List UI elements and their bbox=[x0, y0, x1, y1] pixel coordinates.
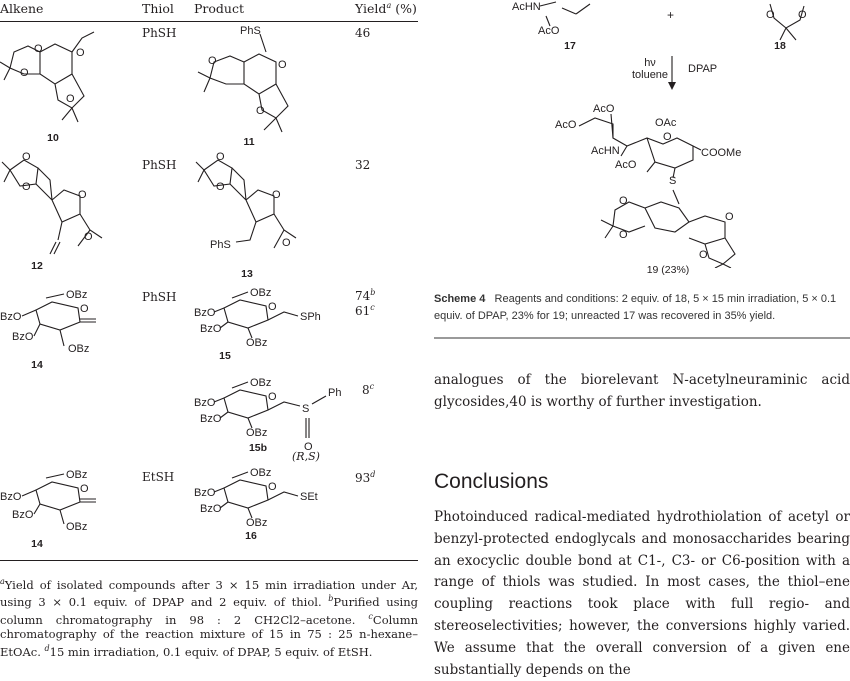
thiol-cell: PhSH bbox=[142, 290, 177, 304]
yield-cell: 93$^d$ bbox=[355, 470, 376, 485]
thiol-cell: EtSH bbox=[142, 470, 175, 484]
achn-group: AcHN bbox=[591, 145, 620, 157]
plus-sign: + bbox=[667, 8, 675, 22]
o-atom: O bbox=[278, 59, 287, 71]
coome-group: COOMe bbox=[701, 147, 742, 159]
header-yield: Yield$^a$ (%) bbox=[355, 1, 417, 17]
header-alkene: Alkene bbox=[0, 1, 44, 16]
compound-label: 17 bbox=[564, 40, 576, 52]
reaction-arrow bbox=[664, 56, 680, 92]
obz-group: OBz bbox=[246, 517, 268, 528]
obz-group: OBz bbox=[246, 337, 268, 348]
compound-label: 14 bbox=[31, 359, 43, 371]
bzo-group: BzO bbox=[200, 323, 222, 335]
o-atom: O bbox=[78, 189, 87, 201]
product-11-structure bbox=[194, 22, 304, 137]
aco-group: AcO bbox=[593, 103, 615, 115]
header-thiol: Thiol bbox=[142, 1, 174, 16]
compound-label-19: 19 (23%) bbox=[646, 264, 690, 276]
bzo-group: BzO bbox=[194, 487, 216, 499]
obz-group: OBz bbox=[246, 427, 268, 439]
obz-group: OBz bbox=[66, 469, 88, 481]
o-atom: O bbox=[216, 151, 225, 163]
o-atom: O bbox=[268, 481, 277, 493]
o-atom: O bbox=[84, 231, 93, 243]
o-atom: O bbox=[76, 47, 85, 59]
product-13-structure bbox=[194, 150, 309, 268]
o-atom: O bbox=[208, 55, 217, 67]
o-atom: O bbox=[619, 195, 628, 207]
phs-group: PhS bbox=[240, 25, 261, 37]
thiol-cell: PhSH bbox=[142, 158, 177, 172]
o-atom: O bbox=[282, 237, 291, 249]
table-footnote: $^a$Yield of isolated compounds after 3 × 15 min irradiation under Ar, using 3 × 0.1 equiv. of DPAP and 2 equiv. of thiol. $^b$Purified using column chromatography in 98 : 2 CH2Cl2–acetone. $^c$Column chromatography of the reaction mixture of 15 in 75 : 25 n-hexane–EtOAc. $^d$15 min irradiation, 0.1 equiv. of DPAP, 5 equiv. of EtSH. bbox=[0, 577, 419, 659]
bzo-group: BzO bbox=[194, 397, 216, 409]
compound-label: 18 bbox=[774, 40, 786, 52]
s-atom: S bbox=[669, 175, 677, 187]
bzo-group: BzO bbox=[0, 311, 22, 323]
aco-group: AcO bbox=[615, 159, 637, 171]
reactant-17-structure bbox=[480, 0, 600, 36]
o-atom: O bbox=[66, 93, 75, 105]
bzo-group: BzO bbox=[200, 503, 222, 515]
alkene-14-structure bbox=[0, 466, 115, 536]
bzo-group: BzO bbox=[12, 509, 34, 521]
paragraph-2: Photoinduced radical-mediated hydrothiolation of acetyl or benzyl-protected endoglycals and monosaccharides bearing an exocyclic double bond at C1-, C3- or C6-position with a range of thiols was studied. In most cases, the thiol–ene coupling reactions took place with full regio- and stereoselectivities; however, the conversions highly varied. We assume that the overall conversion of a given ene substantially depends on the bbox=[434, 509, 850, 678]
table-bottom-rule bbox=[0, 560, 418, 561]
o-atom: O bbox=[798, 9, 807, 21]
compound-label: 15b bbox=[248, 442, 268, 454]
table-row bbox=[0, 466, 418, 556]
thiol-cell: PhSH bbox=[142, 26, 177, 40]
o-atom: O bbox=[80, 303, 89, 315]
condition-left: hν toluene bbox=[631, 57, 669, 81]
stereo-label: (R,S) bbox=[292, 450, 320, 463]
obz-group: OBz bbox=[250, 467, 272, 479]
obz-group: OBz bbox=[68, 343, 90, 355]
o-atom: O bbox=[216, 181, 225, 193]
alkene-14-structure bbox=[0, 286, 115, 358]
product-15-structure bbox=[194, 286, 344, 348]
scheme-caption: Scheme 4 Reagents and conditions: 2 equiv. of 18, 5 × 15 min irradiation, 5 × 0.1 equiv. of DPAP, 23% for 19; unreacted 17 was recovered in 35% yield. bbox=[434, 293, 837, 322]
o-atom: O bbox=[256, 105, 265, 117]
compound-label: 14 bbox=[31, 538, 43, 550]
bzo-group: BzO bbox=[200, 413, 222, 425]
o-atom: O bbox=[304, 441, 313, 453]
achn-group: AcHN bbox=[512, 1, 541, 13]
phs-group: PhS bbox=[210, 239, 231, 251]
yield-cell: 74$^b$ bbox=[355, 288, 376, 303]
compound-label: 16 bbox=[245, 530, 257, 542]
yield-cell: 46 bbox=[355, 26, 371, 40]
aco-group: AcO bbox=[538, 25, 560, 36]
obz-group: OBz bbox=[250, 287, 272, 299]
product-16-structure bbox=[194, 466, 344, 528]
scheme-caption-title: Scheme 4 bbox=[434, 293, 486, 305]
s-atom: S bbox=[302, 403, 310, 415]
product-19-structure bbox=[555, 98, 815, 268]
o-atom: O bbox=[725, 211, 734, 223]
yield-cell: 8$^c$ bbox=[362, 382, 375, 397]
obz-group: OBz bbox=[66, 289, 88, 301]
set-group: SEt bbox=[300, 491, 318, 503]
ph-group: Ph bbox=[328, 387, 342, 399]
alkene-10-structure bbox=[0, 22, 100, 127]
o-atom: O bbox=[268, 301, 277, 313]
obz-group: OBz bbox=[250, 377, 272, 389]
table-row bbox=[0, 286, 418, 372]
bzo-group: BzO bbox=[12, 331, 34, 343]
aco-group: AcO bbox=[555, 119, 577, 131]
scheme-rule bbox=[434, 337, 850, 339]
o-atom: O bbox=[22, 181, 31, 193]
obz-group: OBz bbox=[66, 521, 88, 533]
table-row bbox=[0, 374, 418, 462]
condition-right: DPAP bbox=[688, 63, 718, 75]
table-row bbox=[0, 22, 418, 147]
compound-label: 11 bbox=[243, 136, 255, 148]
o-atom: O bbox=[34, 43, 43, 55]
o-atom: O bbox=[268, 391, 277, 403]
table-row bbox=[0, 150, 418, 282]
o-atom: O bbox=[699, 249, 708, 261]
o-atom: O bbox=[20, 67, 29, 79]
compound-label: 13 bbox=[241, 268, 253, 280]
paragraph-1: analogues of the biorelevant N-acetylneuraminic acid glycosides,40 is worthy of further investigation. bbox=[434, 372, 850, 410]
o-atom: O bbox=[663, 131, 672, 143]
o-atom: O bbox=[272, 189, 281, 201]
yield-cell: 32 bbox=[355, 158, 371, 172]
o-atom: O bbox=[766, 9, 775, 21]
bzo-group: BzO bbox=[0, 491, 22, 503]
o-atom: O bbox=[619, 229, 628, 241]
o-atom: O bbox=[22, 151, 31, 163]
alkene-12-structure bbox=[0, 150, 110, 260]
compound-label: 15 bbox=[219, 350, 231, 362]
o-atom: O bbox=[80, 483, 89, 495]
sph-group: SPh bbox=[300, 311, 321, 323]
compound-label: 12 bbox=[31, 260, 43, 272]
header-product: Product bbox=[194, 1, 244, 16]
yield-cell: 61$^c$ bbox=[355, 303, 375, 318]
reactant-18-structure bbox=[760, 0, 820, 44]
section-heading: Conclusions bbox=[434, 470, 549, 493]
oac-group: OAc bbox=[655, 117, 677, 129]
compound-label: 10 bbox=[47, 132, 59, 144]
bzo-group: BzO bbox=[194, 307, 216, 319]
